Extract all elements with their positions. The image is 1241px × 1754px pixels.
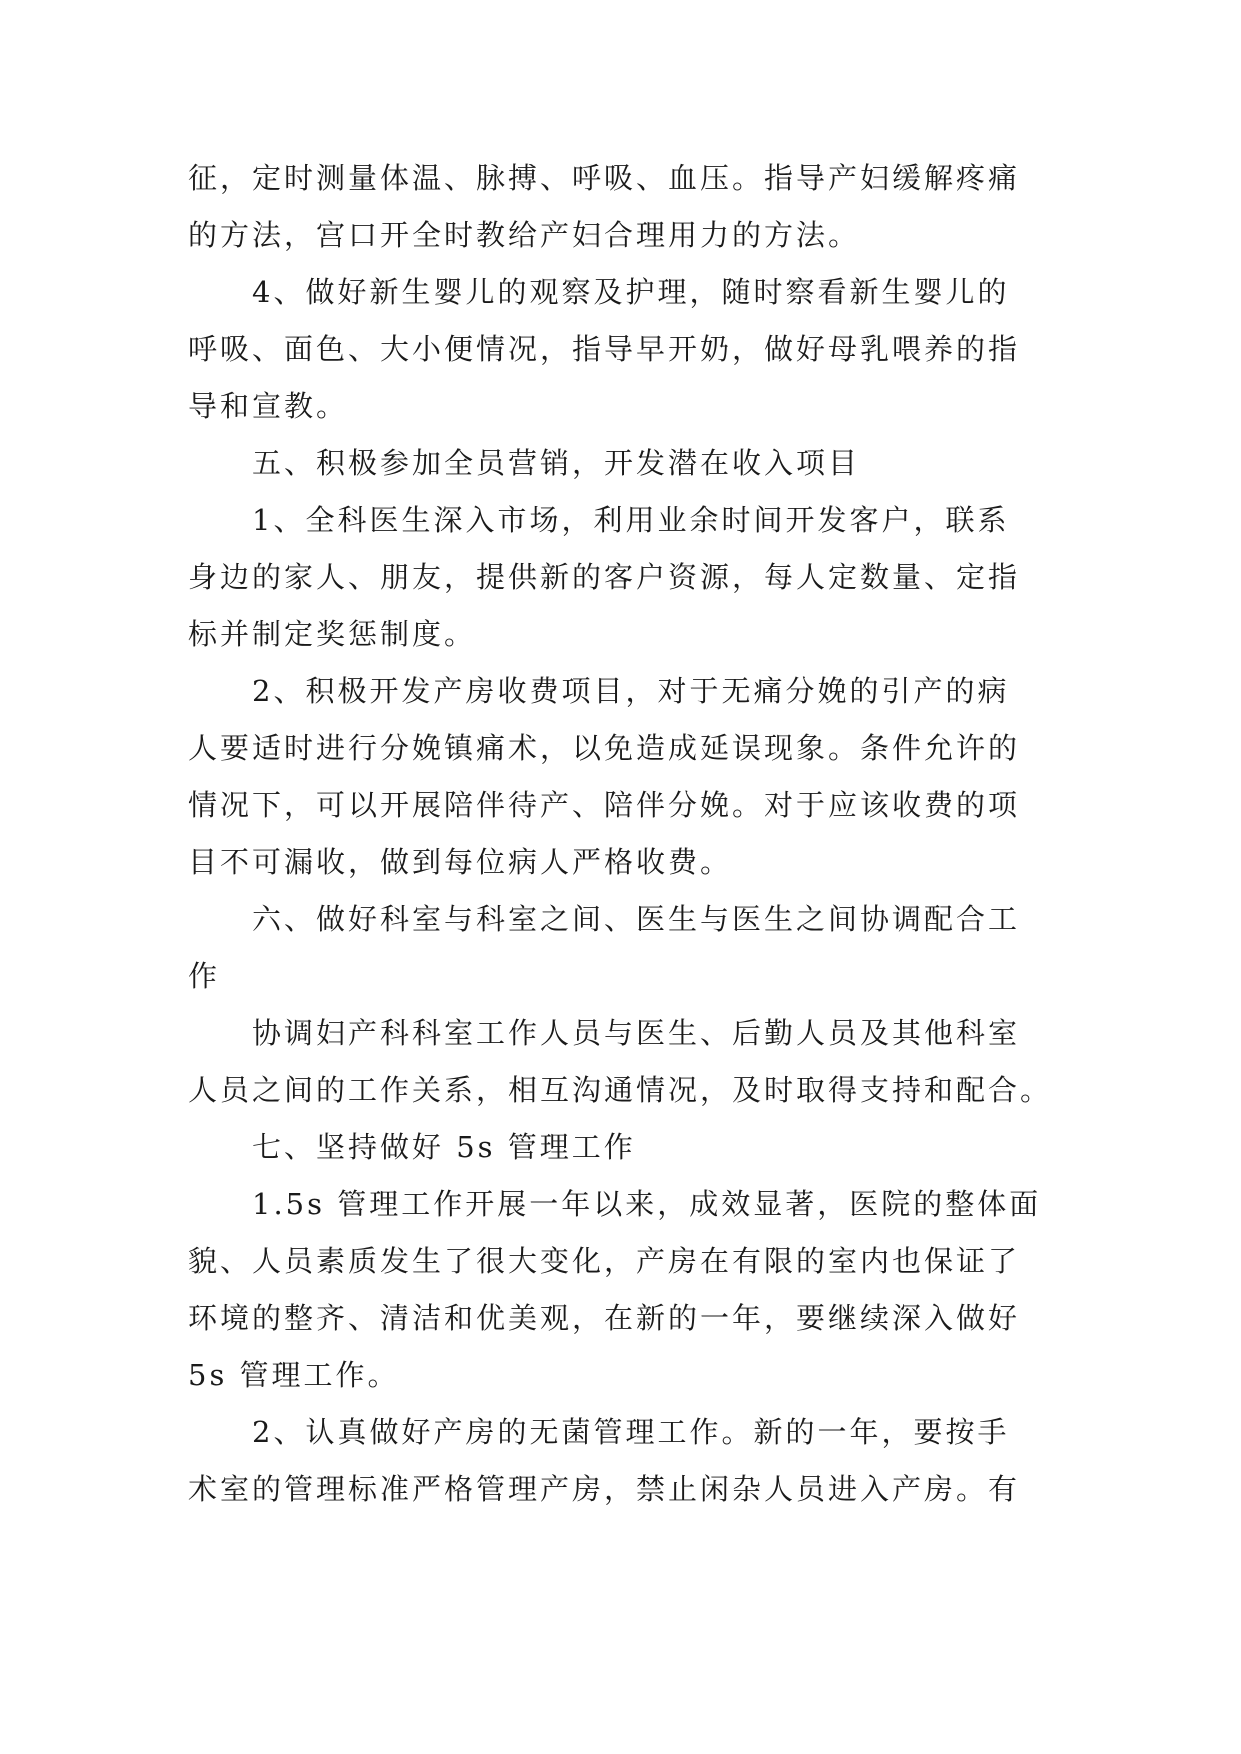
text-line: 环境的整齐、清洁和优美观，在新的一年，要继续深入做好 [188, 1301, 1021, 1335]
text-line: 术室的管理标准严格管理产房，禁止闲杂人员进入产房。有 [188, 1472, 1021, 1506]
section-heading: 六、做好科室与科室之间、医生与医生之间协调配合工 [252, 902, 1021, 936]
text-line: 协调妇产科科室工作人员与医生、后勤人员及其他科室 [252, 1016, 1021, 1050]
text-line: 导和宣教。 [188, 389, 349, 423]
text-line: 貌、人员素质发生了很大变化，产房在有限的室内也保证了 [188, 1244, 1021, 1278]
text-line: 4、做好新生婴儿的观察及护理，随时察看新生婴儿的 [252, 275, 1010, 309]
section-heading: 五、积极参加全员营销，开发潜在收入项目 [252, 446, 861, 480]
text-line: 目不可漏收，做到每位病人严格收费。 [188, 845, 733, 879]
text-line: 1.5s 管理工作开展一年以来，成效显著，医院的整体面 [252, 1187, 1042, 1221]
text-line: 人要适时进行分娩镇痛术，以免造成延误现象。条件允许的 [188, 731, 1021, 765]
text-line: 征，定时测量体温、脉搏、呼吸、血压。指导产妇缓解疼痛 [188, 161, 1021, 195]
text-line: 2、认真做好产房的无菌管理工作。新的一年，要按手 [252, 1415, 1010, 1449]
text-line: 2、积极开发产房收费项目，对于无痛分娩的引产的病 [252, 674, 1010, 708]
text-line: 呼吸、面色、大小便情况，指导早开奶，做好母乳喂养的指 [188, 332, 1021, 366]
text-line: 身边的家人、朋友，提供新的客户资源，每人定数量、定指 [188, 560, 1021, 594]
text-line: 标并制定奖惩制度。 [188, 617, 477, 651]
text-line: 5s 管理工作。 [188, 1358, 400, 1392]
text-line: 人员之间的工作关系，相互沟通情况，及时取得支持和配合。 [188, 1073, 1053, 1107]
text-line: 的方法，宫口开全时教给产妇合理用力的方法。 [188, 218, 861, 252]
text-line: 情况下，可以开展陪伴待产、陪伴分娩。对于应该收费的项 [188, 788, 1021, 822]
text-line: 1、全科医生深入市场，利用业余时间开发客户，联系 [252, 503, 1010, 537]
section-heading-continuation: 作 [188, 959, 221, 993]
section-heading: 七、坚持做好 5s 管理工作 [252, 1130, 636, 1164]
